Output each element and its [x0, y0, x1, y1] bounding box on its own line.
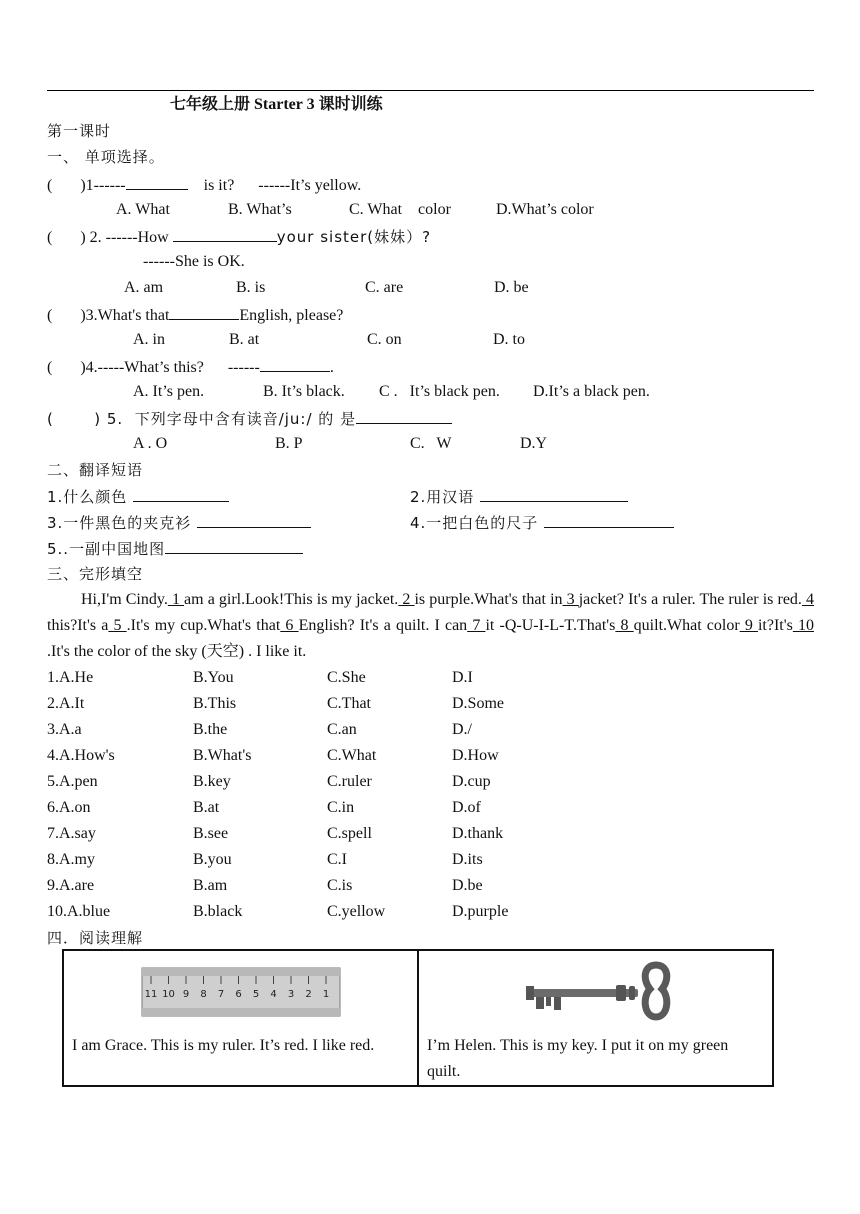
reading-cell-helen — [418, 950, 773, 1086]
option: C. are — [365, 279, 404, 296]
cloze-option: B.key — [193, 773, 231, 790]
phrase-3: 3.一件黑色的夹克衫 — [47, 512, 311, 534]
ruler-icon — [141, 964, 341, 1020]
cloze-option: 5.A.pen — [47, 773, 98, 790]
cloze-option: 7.A.say — [47, 825, 96, 842]
phrase-1: 1.什么颜色 — [47, 486, 229, 508]
dialog-reply: ------She is OK. — [143, 253, 245, 270]
option: A. am — [124, 279, 164, 296]
cloze-option: D.of — [452, 799, 481, 816]
ruler-number: 11 — [144, 989, 157, 1000]
cloze-option: C.She — [327, 669, 366, 686]
cloze-option: 1.A.He — [47, 669, 94, 686]
reading-table — [62, 949, 774, 1087]
option: D. be — [494, 279, 529, 296]
key-icon — [516, 959, 676, 1025]
option: B. P — [275, 435, 303, 452]
ruler-number: 8 — [199, 989, 207, 1000]
ruler-number: 10 — [161, 989, 175, 1000]
option: B. is — [236, 279, 266, 296]
question-1: ( )1------ is it? ------It’s yellow. — [47, 174, 361, 196]
reading-cell-grace — [63, 950, 418, 1086]
ruler-number: 2 — [304, 989, 312, 1000]
lesson-label: 第一课时 — [47, 122, 112, 140]
cloze-option: 9.A.are — [47, 877, 95, 894]
cloze-option: D.its — [452, 851, 483, 868]
option: C. on — [367, 331, 402, 348]
helen-text: I’m Helen. This is my key. I put it on my green quilt. — [427, 1037, 729, 1080]
answer-blank[interactable] — [126, 174, 188, 190]
answer-blank[interactable] — [169, 304, 239, 320]
cloze-passage: Hi,I'm Cindy. 1 am a girl.Look!This is my jacket. 2 is purple.What's that in 3 jacket? It's a ruler. The ruler is red. 4 this?It's a 5 .It's my cup.What's that 6 English? It's a quilt. I can 7 it -Q-U-I-L-T.That's 8 quilt.What color 9 it?It's 10 .It's the color of the sky (天空) . I like it. — [47, 591, 815, 660]
cloze-option: 6.A.on — [47, 799, 91, 816]
cloze-option: C.is — [327, 877, 353, 894]
option: A. It’s pen. — [133, 383, 205, 400]
ruler-number: 1 — [322, 989, 329, 1000]
cloze-option: B.see — [193, 825, 229, 842]
answer-blank[interactable] — [133, 486, 229, 502]
cloze-option: 2.A.It — [47, 695, 85, 712]
answer-blank[interactable] — [197, 512, 311, 528]
cloze-option: 3.A.a — [47, 721, 82, 738]
cloze-option: B.at — [193, 799, 220, 816]
cloze-option: C.an — [327, 721, 357, 738]
ruler-number: 6 — [234, 989, 242, 1000]
option: C. What color — [349, 201, 451, 218]
cloze-option: D.thank — [452, 825, 504, 842]
ruler-number: 3 — [287, 989, 294, 1000]
answer-blank[interactable] — [356, 408, 452, 424]
question-3: ( )3.What's that English, please? — [47, 304, 343, 326]
ruler-number: 9 — [182, 989, 189, 1000]
cloze-option: B.am — [193, 877, 228, 894]
answer-blank[interactable] — [173, 226, 277, 242]
answer-blank[interactable] — [260, 356, 330, 372]
option: A. in — [133, 331, 165, 348]
section1-heading: 一、 单项选择。 — [47, 148, 165, 166]
option: D.What’s color — [496, 201, 594, 218]
ruler-image — [72, 957, 409, 1027]
grace-text: I am Grace. This is my ruler. It’s red. I like red. — [72, 1037, 375, 1054]
cloze-option: D.Some — [452, 695, 504, 712]
cloze-option: D.purple — [452, 903, 509, 920]
cloze-option: 10.A.blue — [47, 903, 111, 920]
cloze-option: D.How — [452, 747, 499, 764]
question-2: ( ) 2. ------How your sister(妹妹）? — [47, 228, 432, 246]
answer-blank[interactable] — [544, 512, 674, 528]
cloze-option: C.That — [327, 695, 371, 712]
answer-blank[interactable] — [165, 538, 303, 554]
phrase-4: 4.一把白色的尺子 — [410, 512, 674, 534]
top-rule — [47, 90, 814, 91]
question-5: ( ) 5. 下列字母中含有读音/ju:/ 的 是 — [47, 408, 452, 430]
option: D. to — [493, 331, 525, 348]
question-4: ( )4.-----What’s this? ------ . — [47, 356, 334, 378]
phrase-2: 2.用汉语 — [410, 486, 628, 508]
cloze-option: B.black — [193, 903, 243, 920]
cloze-option: D.be — [452, 877, 483, 894]
cloze-option: B.the — [193, 721, 228, 738]
cloze-option: B.you — [193, 851, 232, 868]
option: A. What — [116, 201, 170, 218]
option: C. W — [410, 435, 452, 452]
answer-blank[interactable] — [480, 486, 628, 502]
section3-heading: 三、完形填空 — [47, 565, 144, 583]
ruler-number: 5 — [252, 989, 259, 1000]
key-image — [427, 957, 764, 1027]
cloze-option: C.ruler — [327, 773, 372, 790]
cloze-option: C.I — [327, 851, 347, 868]
option: A . O — [133, 435, 168, 452]
section4-heading: 四．阅读理解 — [47, 929, 144, 947]
cloze-option: B.What's — [193, 747, 252, 764]
cloze-option: C.yellow — [327, 903, 386, 920]
option: C . It’s black pen. — [379, 383, 500, 400]
option: B. What’s — [228, 201, 292, 218]
cloze-option: C.What — [327, 747, 377, 764]
section2-heading: 二、翻译短语 — [47, 461, 144, 479]
phrase-5: 5..一副中国地图 — [47, 538, 303, 560]
cloze-option: C.spell — [327, 825, 372, 842]
cloze-option: D.cup — [452, 773, 491, 790]
cloze-option: 8.A.my — [47, 851, 95, 868]
option: D.It’s a black pen. — [533, 383, 650, 400]
ruler-number: 7 — [217, 989, 224, 1000]
ruler-number: 4 — [269, 989, 277, 1000]
cloze-option: 4.A.How's — [47, 747, 115, 764]
cloze-option: B.This — [193, 695, 237, 712]
option: B. at — [229, 331, 260, 348]
cloze-option: B.You — [193, 669, 234, 686]
cloze-option: D.I — [452, 669, 473, 686]
page-title: 七年级上册 Starter 3 课时训练 — [170, 96, 383, 113]
cloze-option: C.in — [327, 799, 355, 816]
cloze-option: D./ — [452, 721, 472, 738]
option: D.Y — [520, 435, 548, 452]
option: B. It’s black. — [263, 383, 345, 400]
